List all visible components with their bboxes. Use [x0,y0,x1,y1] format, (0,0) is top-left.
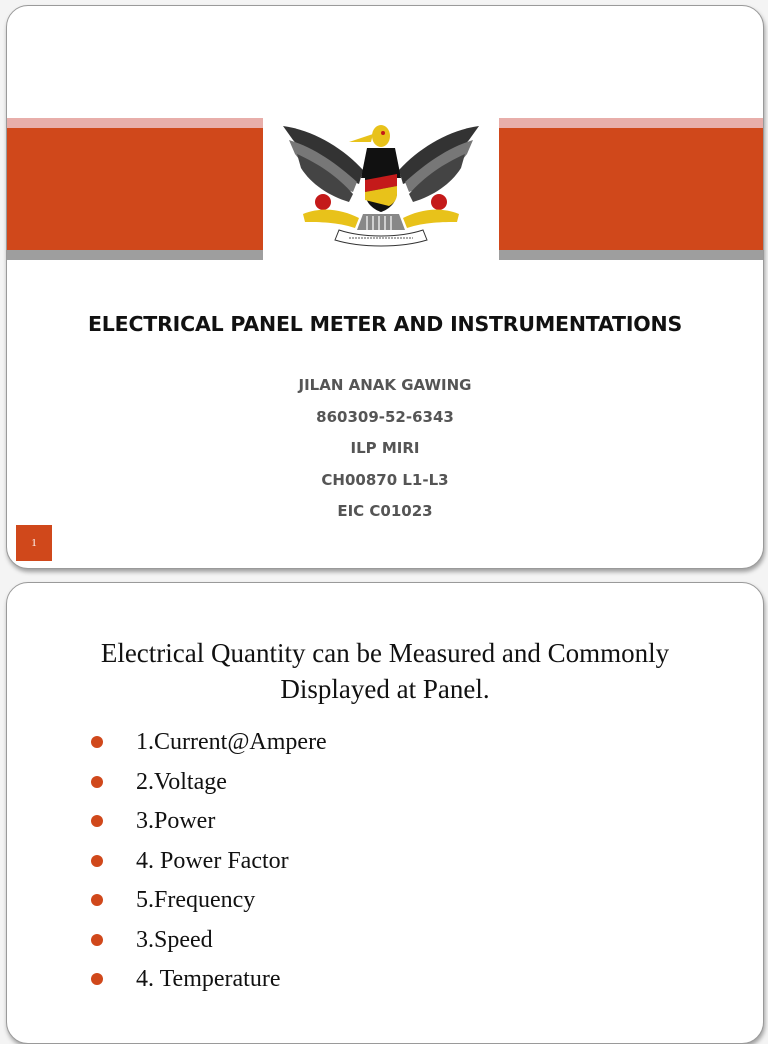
list-item [91,763,327,803]
slide-title [37,635,733,707]
bullet-icon [91,894,103,906]
bullet-icon [91,973,103,985]
module-code: EIC C01023 [337,502,433,520]
list-item [91,960,327,1000]
presentation-title: ELECTRICAL PANEL METER AND INSTRUMENTATIONS [87,312,683,336]
presenter-name: JILAN ANAK GAWING [298,376,472,394]
list-item [91,881,327,921]
presenter-details [7,370,763,528]
course-code: CH00870 L1-L3 [321,470,449,489]
slide-title-line-2: Displayed at Panel. [280,674,490,704]
list-item [91,921,327,961]
list-item-text: 4. Power Factor [136,847,289,874]
bullet-icon [91,815,103,827]
bullet-icon [91,736,103,748]
bullet-icon [91,934,103,946]
slide-2 [6,582,764,1044]
list-item-text: 2.Voltage [136,768,227,795]
list-item [91,842,327,882]
slide-title-line-1: Electrical Quantity can be Measured and Commonly [100,638,670,668]
list-item-text: 4. Temperature [136,966,281,992]
id-number: 860309-52-6343 [316,407,454,426]
list-item-text: 3.Power [136,808,216,834]
list-item-text: 5.Frequency [136,887,256,913]
bullet-list [91,723,327,1000]
bullet-icon [91,855,103,867]
list-item [91,802,327,842]
bullet-icon [91,776,103,788]
list-item-text: 1.Current@Ampere [136,729,327,755]
list-item-text: 3.Speed [136,926,213,953]
slide-number-badge: 1 [16,525,52,561]
institution: ILP MIRI [350,439,420,457]
slide-1 [6,5,764,569]
logo [263,118,499,260]
list-item [91,723,327,763]
coat-of-arms-icon [263,118,499,260]
